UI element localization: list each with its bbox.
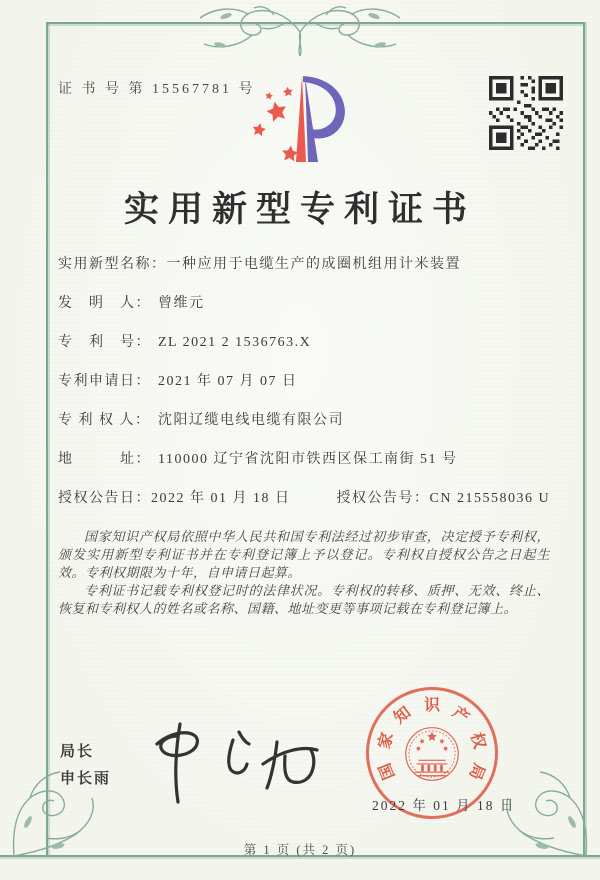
signature-handwriting	[145, 720, 320, 805]
field-value: 110000 辽宁省沈阳市铁西区保工南街 51 号	[158, 452, 458, 467]
signer-name: 申长雨	[60, 770, 112, 787]
frame-right-rule	[583, 22, 585, 856]
field-value: 沈阳辽缆电线电缆有限公司	[158, 413, 344, 428]
field-inventor	[58, 292, 558, 331]
grant-date-label: 授权公告日：	[58, 491, 151, 506]
grant-number	[337, 487, 551, 526]
national-emblem-icon	[403, 722, 461, 786]
seal-char: 识	[423, 697, 440, 714]
legal-text	[58, 528, 550, 618]
field-label: 实用新型名称：	[58, 257, 167, 272]
page-number: 第 1 页 (共 2 页)	[243, 843, 357, 857]
seal-char: 产	[448, 703, 472, 728]
field-value: ZL 2021 2 1536763.X	[158, 335, 312, 350]
signer-block	[60, 738, 111, 792]
certificate-title: 实用新型专利证书	[123, 190, 476, 229]
field-label: 发 明 人：	[58, 296, 151, 311]
field-value: 2021 年 07 月 07 日	[158, 374, 298, 389]
field-label: 专 利 号：	[58, 335, 151, 350]
field-application-date	[58, 370, 558, 409]
field-label: 地 址：	[58, 452, 151, 467]
legal-paragraph-2: 专利证书记载专利权登记时的法律状况。专利权的转移、质押、无效、终止、恢复和专利权人的姓名或名称、国籍、地址变更等事项记载在专利登记簿上。	[58, 583, 550, 616]
seal-char: 国	[376, 760, 399, 782]
grant-date	[58, 487, 291, 526]
certificate-number: 证 书 号 第 15567781 号	[58, 82, 256, 97]
seal-char: 局	[465, 760, 488, 782]
seal-date: 2022 年 01 月 18 日	[372, 798, 516, 813]
field-label: 专 利 权 人：	[58, 413, 151, 428]
grant-number-label: 授权公告号：	[336, 491, 430, 506]
legal-paragraph-1: 国家知识产权局依照中华人民共和国专利法经过初步审查，决定授予专利权，颁发实用新型专利证书并在专利登记簿上予以登记。专利权自授权公告之日起生效。专利权期限为十年，自申请日起算。	[58, 529, 550, 580]
grant-number-value: CN 215558036 U	[429, 491, 551, 506]
frame-left-rule	[46, 22, 48, 856]
certificate-fields	[58, 253, 558, 526]
field-label: 专利申请日：	[58, 374, 151, 389]
seal-char: 知	[391, 703, 415, 728]
field-address	[58, 448, 558, 487]
field-grant-row	[58, 487, 558, 526]
grant-date-value: 2022 年 01 月 18 日	[151, 491, 291, 506]
field-patent-number	[58, 331, 558, 370]
qr-code	[489, 76, 563, 150]
field-utility-model-name	[58, 253, 558, 292]
field-value: 曾维元	[158, 296, 205, 311]
field-patentee	[58, 409, 558, 448]
seal-char: 家	[376, 730, 397, 751]
top-flourish-ornament	[190, 2, 410, 58]
cnipa-logo-icon	[246, 70, 364, 168]
seal-char: 权	[467, 730, 488, 751]
field-value: 一种应用于电缆生产的成圈机组用计米装置	[166, 257, 461, 272]
signer-title: 局长	[60, 743, 95, 760]
